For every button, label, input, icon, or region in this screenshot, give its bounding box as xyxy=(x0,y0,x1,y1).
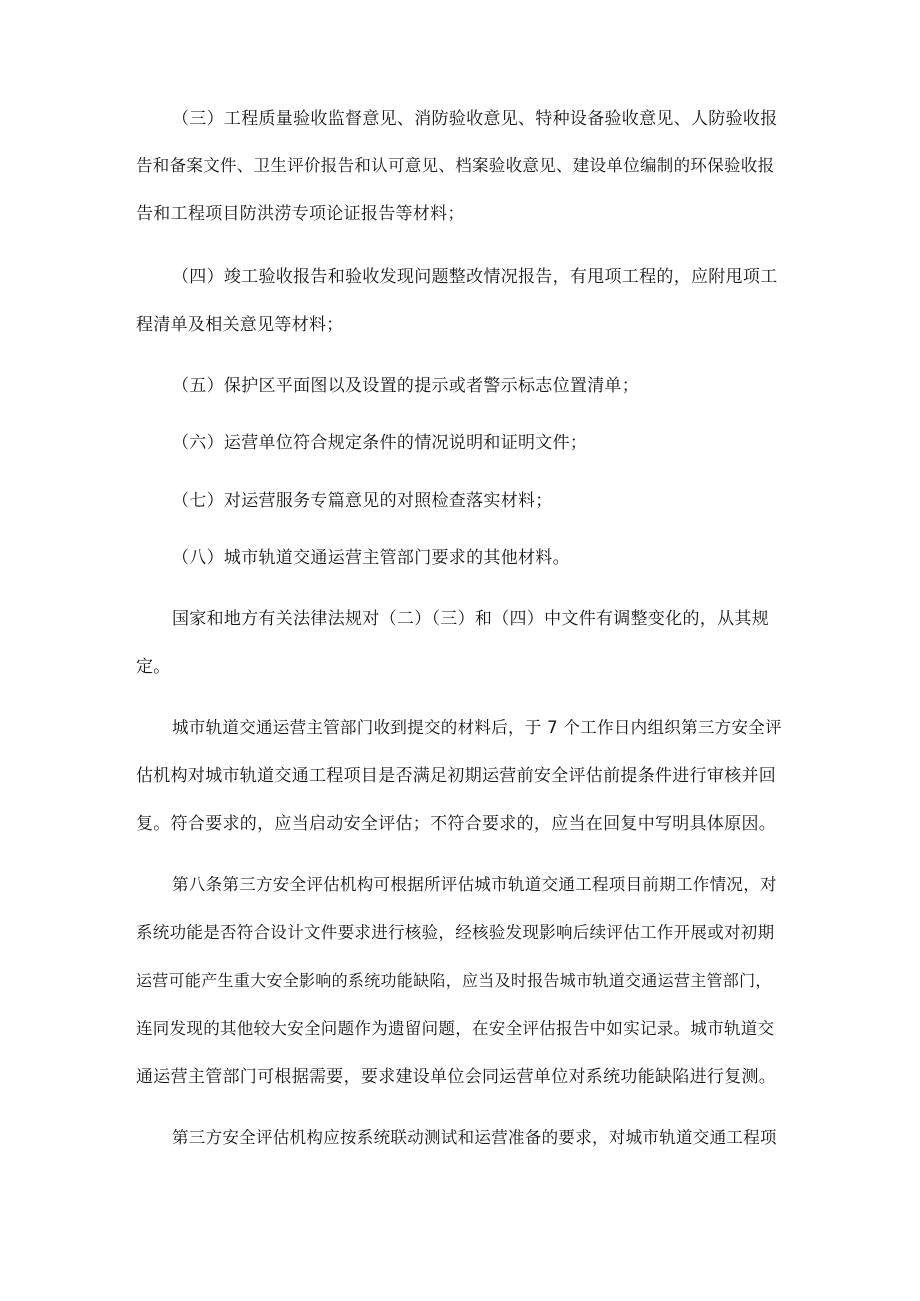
text-line: 第三方安全评估机构应按系统联动测试和运营准备的要求，对城市轨道交通工程项 xyxy=(172,1128,777,1147)
text-line: （六）运营单位符合规定条件的情况说明和证明文件； xyxy=(172,433,588,453)
text-line: 系统功能是否符合设计文件要求进行核验，经核验发现影响后续评估工作开展或对初期 xyxy=(136,923,775,942)
text-line: 估机构对城市轨道交通工程项目是否满足初期运营前安全评估前提条件进行审核并回 xyxy=(136,766,777,786)
text-line: 城市轨道交通运营主管部门收到提交的材料后，于 7 个工作日内组织第三方安全评 xyxy=(172,718,782,737)
text-line: 通运营主管部门可根据需要，要求建设单位会同运营单位对系统功能缺陷进行复测。 xyxy=(136,1067,777,1087)
text-line: 程清单及相关意见等材料； xyxy=(136,315,344,335)
text-line: 国家和地方有关法律法规对（二）（三）和（四）中文件有调整变化的，从其规 xyxy=(172,609,769,629)
text-line: 告和工程项目防洪涝专项论证报告等材料； xyxy=(136,204,465,224)
text-line: 告和备案文件、卫生评价报告和认可意见、档案验收意见、建设单位编制的环保验收报 xyxy=(136,156,775,175)
text-line: （七）对运营服务专篇意见的对照检查落实材料； xyxy=(172,491,553,511)
text-line: 定。 xyxy=(136,657,171,677)
text-line: 运营可能产生重大安全影响的系统功能缺陷，应当及时报告城市轨道交通运营主管部门， xyxy=(136,971,772,990)
text-line: 复。符合要求的，应当启动安全评估；不符合要求的，应当在回复中写明具体原因。 xyxy=(136,814,777,834)
text-line: （三）工程质量验收监督意见、消防验收意见、特种设备验收意见、人防验收报 xyxy=(172,109,778,129)
text-line: 第八条第三方安全评估机构可根据所评估城市轨道交通工程项目前期工作情况，对 xyxy=(172,875,777,894)
text-line: （四）竣工验收报告和验收发现问题整改情况报告，有甩项工程的，应附甩项工 xyxy=(172,267,778,287)
text-line: 连同发现的其他较大安全问题作为遗留问题，在安全评估报告中如实记录。城市轨道交 xyxy=(136,1019,775,1038)
text-line: （五）保护区平面图以及设置的提示或者警示标志位置清单； xyxy=(172,376,640,396)
text-line: （八）城市轨道交通运营主管部门要求的其他材料。 xyxy=(172,548,570,568)
